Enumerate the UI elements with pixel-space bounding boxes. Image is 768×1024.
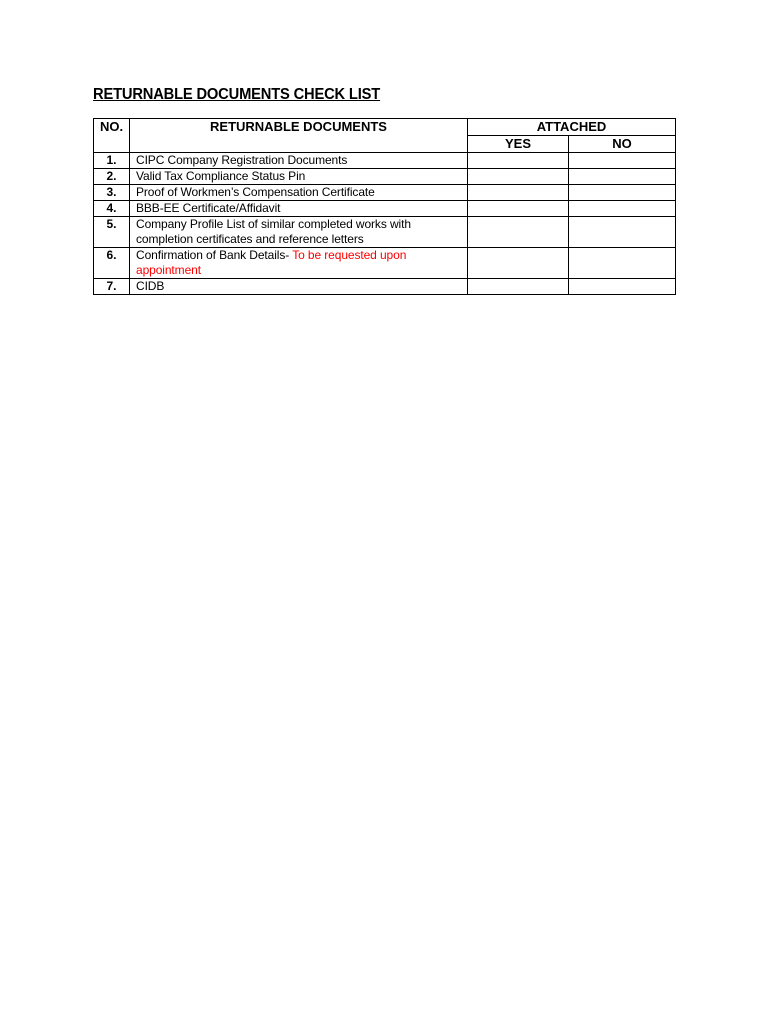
yes-cell[interactable] [468, 153, 569, 169]
row-document-text: Proof of Workmen’s Compensation Certificate [136, 185, 375, 199]
yes-cell[interactable] [468, 201, 569, 217]
table-row [94, 153, 676, 169]
header-attached: ATTACHED [468, 119, 676, 136]
row-document [130, 185, 468, 201]
row-document [130, 217, 468, 248]
page-title: RETURNABLE DOCUMENTS CHECK LIST [93, 86, 381, 103]
header-no: NO. [94, 119, 130, 153]
yes-cell[interactable] [468, 217, 569, 248]
row-document [130, 279, 468, 295]
row-note: To be requested upon appointment [136, 248, 407, 277]
table-header-row [94, 119, 676, 136]
row-document-text: CIDB [136, 279, 165, 293]
row-document [130, 169, 468, 185]
table-row [94, 248, 676, 279]
returnable-documents-table [93, 118, 676, 295]
row-document [130, 248, 468, 279]
no-cell[interactable] [569, 201, 676, 217]
yes-cell[interactable] [468, 185, 569, 201]
table-row [94, 169, 676, 185]
yes-cell[interactable] [468, 248, 569, 279]
row-number: 5. [94, 217, 130, 248]
yes-cell[interactable] [468, 279, 569, 295]
header-returnable-documents: RETURNABLE DOCUMENTS [130, 119, 468, 153]
no-cell[interactable] [569, 153, 676, 169]
row-number: 7. [94, 279, 130, 295]
row-number: 1. [94, 153, 130, 169]
no-cell[interactable] [569, 279, 676, 295]
yes-cell[interactable] [468, 169, 569, 185]
table-row [94, 201, 676, 217]
row-document [130, 201, 468, 217]
no-cell[interactable] [569, 169, 676, 185]
table-row [94, 217, 676, 248]
no-cell[interactable] [569, 185, 676, 201]
header-yes: YES [468, 136, 569, 153]
table-row [94, 185, 676, 201]
row-number: 4. [94, 201, 130, 217]
row-number: 2. [94, 169, 130, 185]
table-body [94, 153, 676, 295]
no-cell[interactable] [569, 217, 676, 248]
row-document-text: Confirmation of Bank Details- [136, 248, 293, 262]
row-document [130, 153, 468, 169]
table-row [94, 279, 676, 295]
no-cell[interactable] [569, 248, 676, 279]
row-document-text: Valid Tax Compliance Status Pin [136, 169, 306, 183]
row-number: 3. [94, 185, 130, 201]
row-document-text: BBB-EE Certificate/Affidavit [136, 201, 281, 215]
row-number: 6. [94, 248, 130, 279]
row-document-text: Company Profile List of similar completed works with completion certificates and reference letters [136, 217, 411, 246]
header-no-attached: NO [569, 136, 676, 153]
row-document-text: CIPC Company Registration Documents [136, 153, 348, 167]
